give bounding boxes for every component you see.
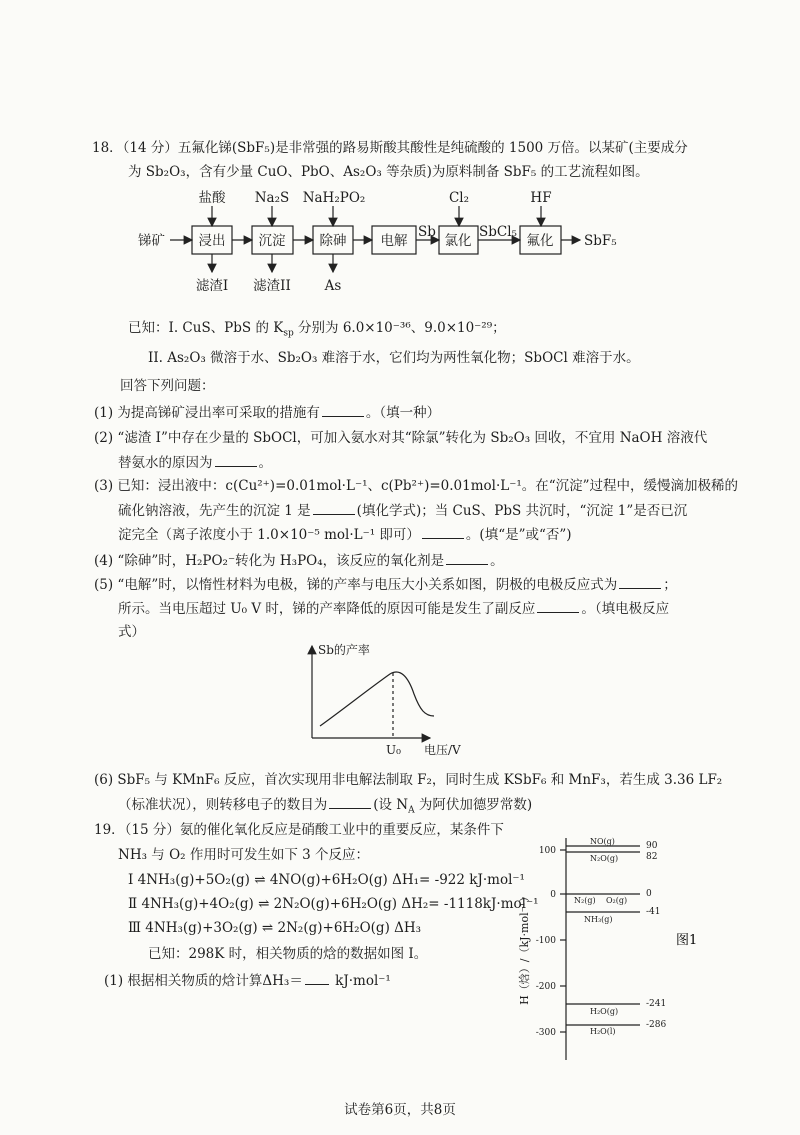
q18-part6-line1: (6) SbF₅ 与 KMnF₆ 反应，首次实现用非电解法制取 F₂，同时生成 KSbF₆ 和 MnF₃，若生成 3.36 LF₂	[94, 772, 723, 788]
q18-known1: 已知：I. CuS、PbS 的 $K_{sp}$ 分别为 6.0×10⁻³⁶、9.0×10⁻²⁹；	[128, 320, 506, 339]
enthalpy-tick: -200	[535, 982, 556, 992]
level-value: 90	[646, 841, 658, 851]
answer-blank[interactable]	[313, 500, 355, 515]
flow-reagent: Na₂S	[254, 190, 290, 206]
graph-x-label: 电压/V	[424, 743, 461, 757]
q19-line2: NH₃ 与 O₂ 作用时可发生如下 3 个反应：	[118, 847, 370, 863]
answer-blank[interactable]	[619, 574, 661, 589]
q18-part5-line2: 所示。当电压超过 U₀ V 时，锑的产率降低的原因可能是发生了副反应 。（填电极反应	[118, 598, 669, 619]
flow-box-label: 沉淀	[258, 233, 286, 249]
level-label: NO(g)	[590, 837, 615, 846]
q19-known: 已知：298K 时，相关物质的焓的数据如图 I。	[148, 946, 428, 962]
level-label: O₂(g)	[606, 896, 628, 905]
flow-mid-sbcl5: SbCl₅	[479, 224, 517, 240]
level-value: 82	[646, 852, 658, 862]
enthalpy-tick: 100	[538, 846, 556, 856]
level-value: 0	[646, 889, 652, 899]
flow-reagent: 盐酸	[198, 190, 226, 206]
answer-blank[interactable]	[329, 794, 371, 809]
q19-reaction-3: Ⅲ 4NH₃(g)+3O₂(g) ⇌ 2N₂(g)+6H₂O(g) ΔH₃	[128, 920, 422, 936]
q19-header: 19．（15 分）氨的催化氧化反应是硝酸工业中的重要反应，某条件下	[94, 822, 504, 838]
flow-box-label: 除砷	[319, 233, 347, 249]
sb-yield-graph	[290, 638, 490, 763]
level-label: N₂(g)	[574, 896, 596, 905]
flow-output: As	[324, 278, 342, 294]
flow-box-label: 氟化	[526, 233, 554, 249]
q18-header: 18．（14 分）五氟化锑(SbF₅)是非常强的路易斯酸其酸性是纯硫酸的 1500 万倍。以某矿(主要成分	[92, 140, 688, 156]
level-label: H₂O(l)	[590, 1027, 616, 1036]
graph-u0-label: U₀	[386, 743, 401, 757]
level-label: H₂O(g)	[590, 1007, 619, 1016]
level-value: -41	[646, 907, 661, 917]
level-value: -286	[646, 1020, 667, 1030]
answer-blank[interactable]	[537, 598, 579, 613]
flow-input: 锑矿	[138, 233, 165, 249]
q18-part5-line1: (5) “电解”时，以惰性材料为电极，锑的产率与电压大小关系如图，阴极的电极反应式为 ；	[94, 574, 677, 595]
process-flowchart	[0, 0, 800, 310]
flow-reagent: NaH₂PO₂	[302, 190, 366, 206]
flow-reagent: Cl₂	[448, 190, 470, 206]
enthalpy-tick: -300	[535, 1028, 556, 1038]
enthalpy-y-label: H（焓）/（kJ·mol⁻¹）	[518, 891, 531, 1005]
q18-part2-line1: (2) “滤渣 I”中存在少量的 SbOCl，可加入氨水对其“除氯”转化为 Sb₂O₃ 回收，不宜用 NaOH 溶液代	[94, 430, 708, 446]
flow-box-label: 电解	[380, 233, 408, 249]
answer-blank[interactable]	[322, 402, 364, 417]
answer-blank[interactable]	[446, 550, 488, 565]
page-footer: 试卷第6页，共8页	[344, 1102, 456, 1118]
flow-product: SbF₅	[584, 233, 617, 249]
level-value: -241	[646, 999, 667, 1009]
level-label: NH₃(g)	[584, 915, 613, 924]
q18-intro: 为 Sb₂O₃，含有少量 CuO、PbO、As₂O₃ 等杂质)为原料制备 SbF₅ 的工艺流程如图。	[128, 164, 649, 180]
q18-part5-line3: 式）	[118, 624, 145, 640]
flow-box-label: 浸出	[198, 233, 226, 249]
flow-output: 滤渣II	[253, 278, 291, 294]
enthalpy-diagram	[510, 830, 710, 1070]
q18-part2-line2: 替氨水的原因为 。	[118, 452, 272, 473]
flow-reagent: HF	[530, 190, 552, 206]
flow-mid-sb: Sb	[418, 224, 436, 240]
q18-part3-line3: 淀完全（离子浓度小于 1.0×10⁻⁵ mol·L⁻¹ 即可） 。(填“是”或“否”)	[118, 524, 572, 545]
level-label: N₂O(g)	[590, 854, 619, 863]
answer-blank[interactable]	[215, 452, 257, 467]
flow-output: 滤渣I	[195, 278, 229, 294]
q18-part3-line1: (3) 已知：浸出液中：c(Cu²⁺)=0.01mol·L⁻¹、c(Pb²⁺)=0.01mol·L⁻¹。在“沉淀”过程中，缓慢滴加极稀的	[94, 478, 739, 494]
flow-box-label: 氯化	[444, 233, 472, 249]
graph-y-label: Sb的产率	[318, 643, 370, 657]
answer-blank[interactable]	[305, 970, 329, 985]
enthalpy-tick: -100	[535, 936, 556, 946]
q18-part6-line2: （标准状况），则转移电子的数目为 (设 $N_A$ 为阿伏加德罗常数)	[118, 794, 532, 821]
q18-part3-line2: 硫化钠溶液，先产生的沉淀 1 是 (填化学式)；当 CuS、PbS 共沉时，“沉淀 1”是否已沉	[118, 500, 687, 521]
enthalpy-tick: 0	[550, 890, 556, 900]
q18-prompt: 回答下列问题：	[120, 378, 215, 394]
q18-part4: (4) “除砷”时，H₂PO₂⁻转化为 H₃PO₄，该反应的氧化剂是 。	[94, 550, 504, 571]
q19-reaction-1: Ⅰ 4NH₃(g)+5O₂(g) ⇌ 4NO(g)+6H₂O(g) ΔH₁= -922 kJ·mol⁻¹	[128, 872, 525, 888]
q18-known2: II. As₂O₃ 微溶于水、Sb₂O₃ 难溶于水，它们均为两性氧化物；SbOCl 难溶于水。	[148, 350, 640, 366]
answer-blank[interactable]	[422, 524, 464, 539]
graph-yield-curve	[320, 672, 434, 726]
q19-reaction-2: Ⅱ 4NH₃(g)+4O₂(g) ⇌ 2N₂O(g)+6H₂O(g) ΔH₂= -1118kJ·mol⁻¹	[128, 896, 539, 912]
q19-part1: (1) 根据相关物质的焓计算ΔH₃＝ kJ·mol⁻¹	[104, 970, 391, 991]
figure-caption: 图1	[676, 933, 698, 948]
q18-part1: (1) 为提高锑矿浸出率可采取的措施有 。（填一种）	[94, 402, 440, 423]
